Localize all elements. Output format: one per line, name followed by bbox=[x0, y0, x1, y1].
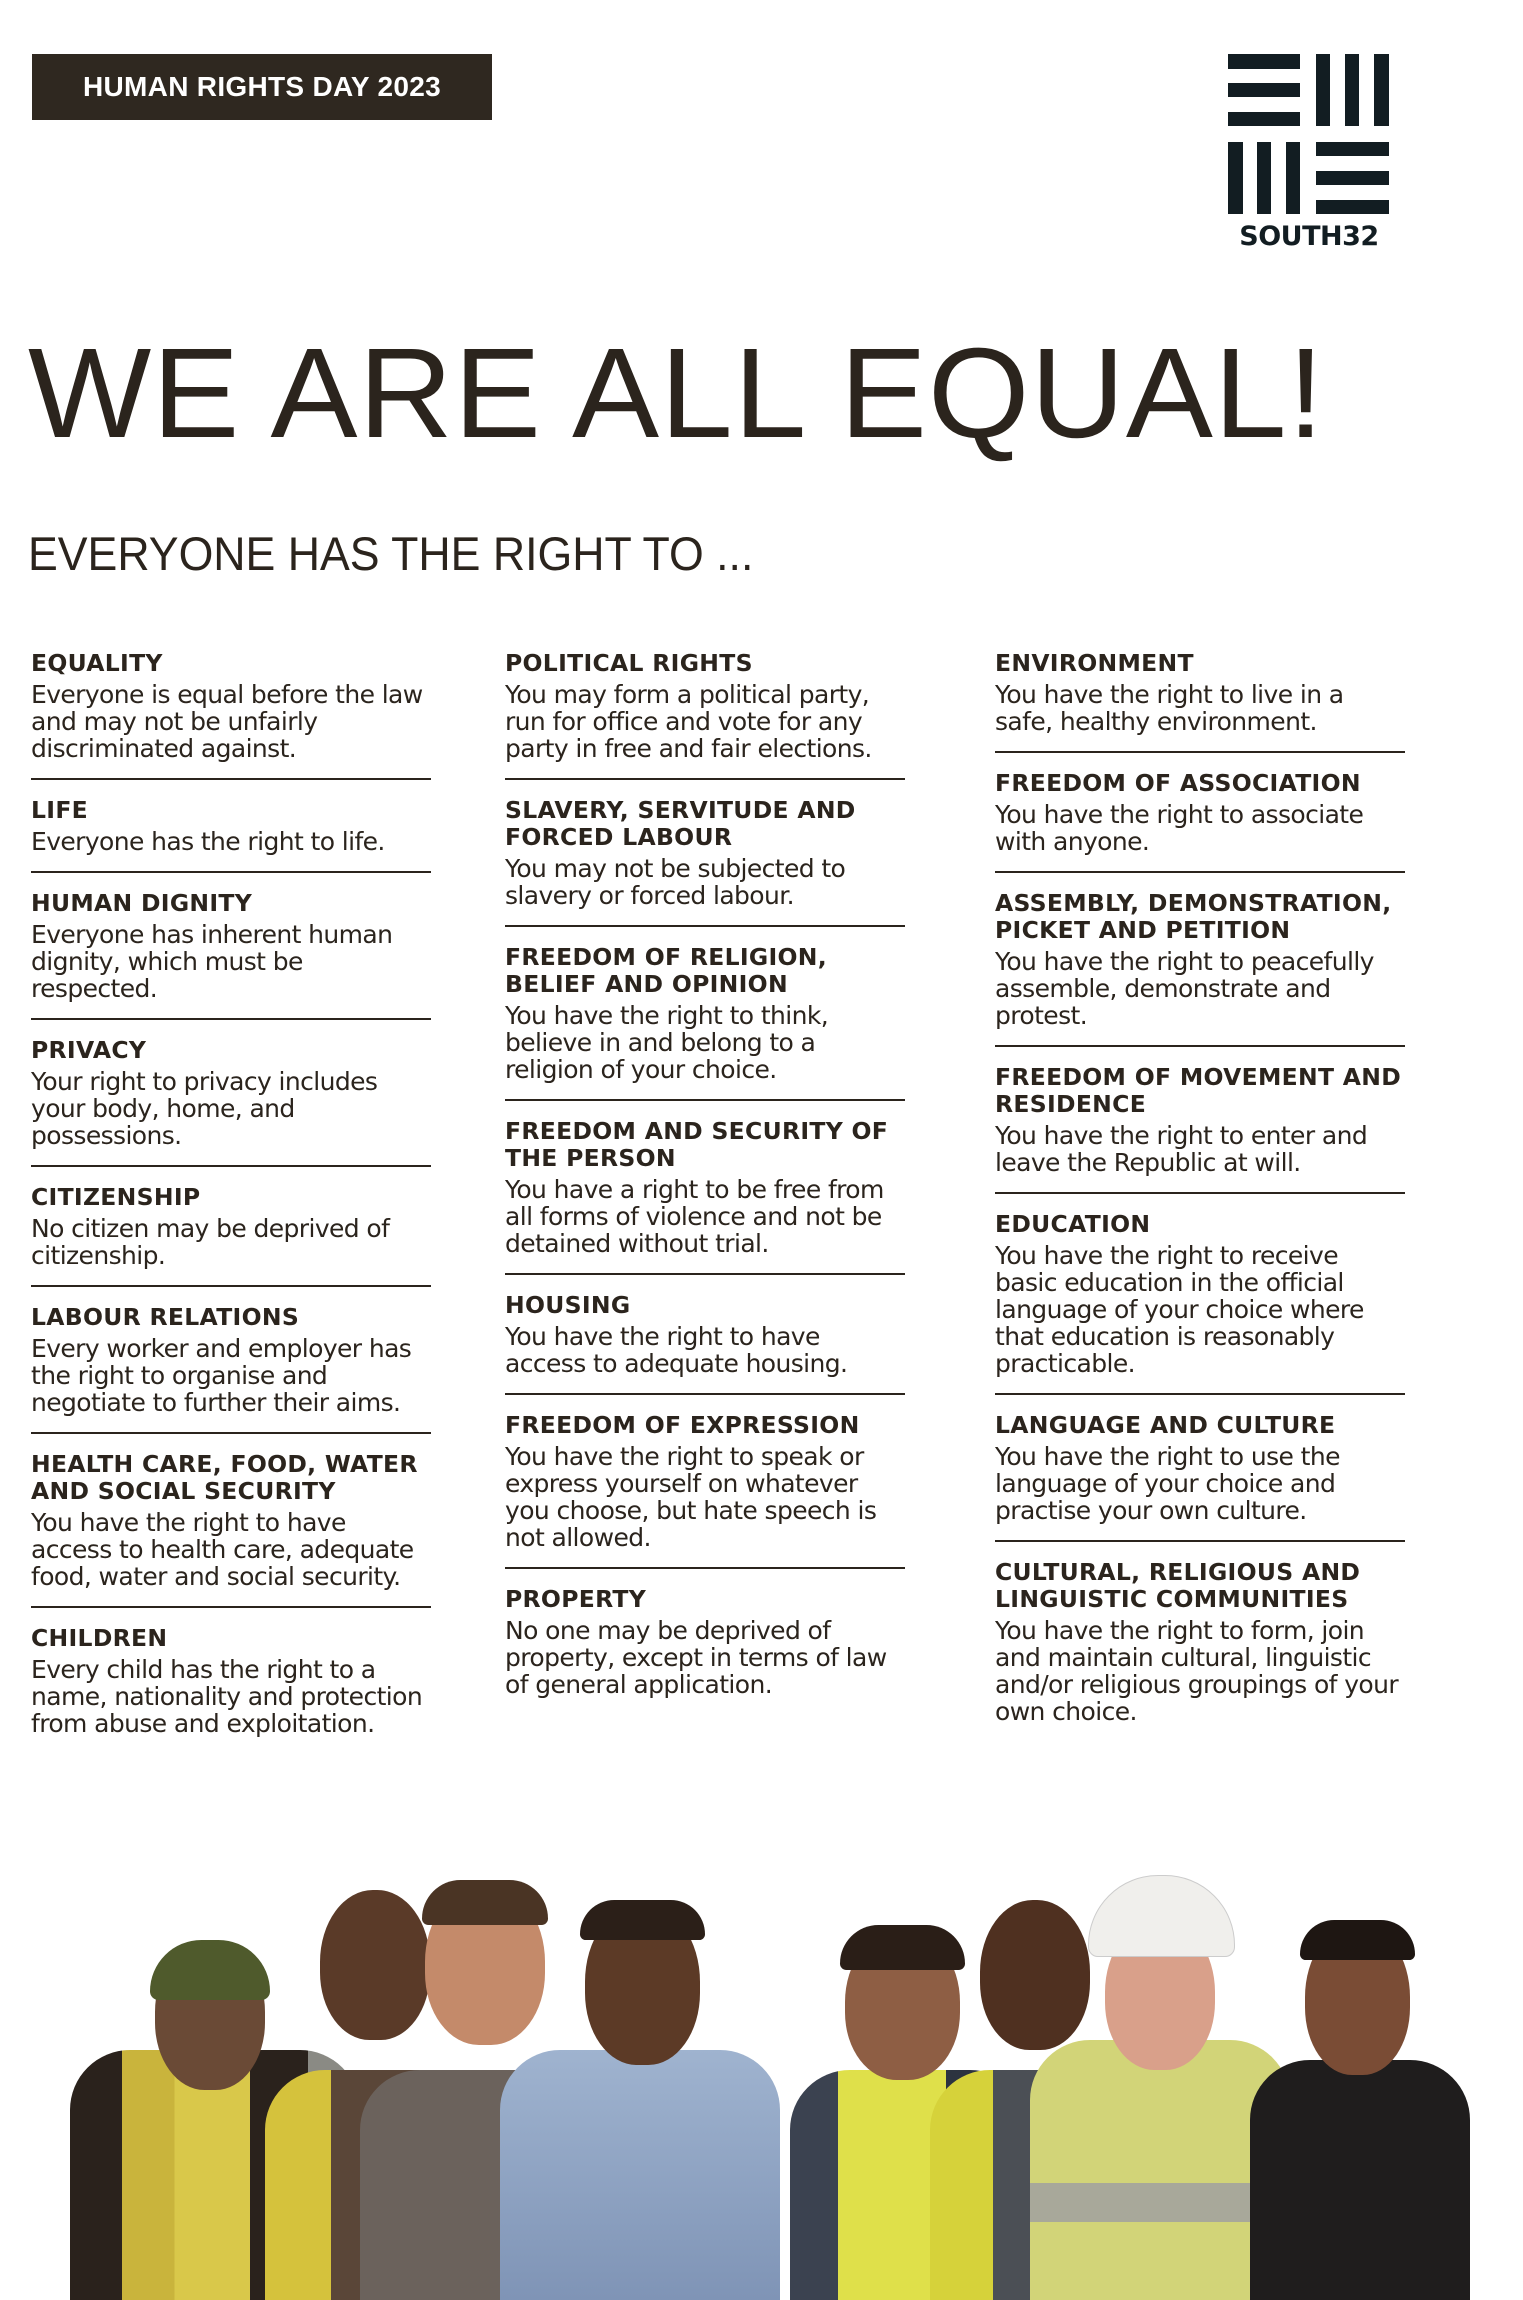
right-body: You may not be subjected to slavery or forced labour. bbox=[505, 854, 846, 910]
right-body: Every child has the right to a name, nationality and protection from abuse and exploitation. bbox=[31, 1655, 423, 1738]
right-body: You have the right to form, join and maintain cultural, linguistic and/or religious groupings of your own choice. bbox=[995, 1616, 1399, 1726]
right-body: You have the right to think, believe in and belong to a religion of your choice. bbox=[505, 1001, 829, 1084]
right-body: You have the right to enter and leave the Republic at will. bbox=[995, 1121, 1368, 1177]
right-body: You have the right to use the language of your choice and practise your own culture. bbox=[995, 1442, 1340, 1525]
south32-logo-icon bbox=[1228, 54, 1390, 215]
rights-column-1 bbox=[31, 650, 431, 1770]
right-heading: EQUALITY bbox=[31, 649, 163, 677]
right-item-health-care bbox=[31, 1451, 431, 1608]
right-item-political-rights bbox=[505, 650, 905, 780]
right-item-environment bbox=[995, 650, 1405, 753]
right-heading: EDUCATION bbox=[995, 1210, 1151, 1238]
right-heading: HUMAN DIGNITY bbox=[31, 889, 253, 917]
right-item-equality bbox=[31, 650, 431, 780]
right-body: Everyone has inherent human dignity, which must be respected. bbox=[31, 920, 393, 1003]
right-item-assembly bbox=[995, 890, 1405, 1047]
right-item-slavery bbox=[505, 797, 905, 927]
right-heading: CULTURAL, RELIGIOUS AND LINGUISTIC COMMUNITIES bbox=[995, 1558, 1361, 1613]
employee-group-photo bbox=[70, 1880, 1470, 2300]
right-heading: CHILDREN bbox=[31, 1624, 168, 1652]
right-item-housing bbox=[505, 1292, 905, 1395]
right-heading: PROPERTY bbox=[505, 1585, 647, 1613]
right-body: You have the right to live in a safe, healthy environment. bbox=[995, 680, 1344, 736]
page-subtitle: EVERYONE HAS THE RIGHT TO ... bbox=[28, 527, 754, 580]
right-body: Everyone is equal before the law and may not be unfairly discriminated against. bbox=[31, 680, 423, 763]
right-body: You have the right to peacefully assemble, demonstrate and protest. bbox=[995, 947, 1374, 1030]
right-heading: HOUSING bbox=[505, 1291, 631, 1319]
right-heading: SLAVERY, SERVITUDE AND FORCED LABOUR bbox=[505, 796, 856, 851]
right-item-cultural-communities bbox=[995, 1559, 1405, 1741]
right-item-freedom-of-expression bbox=[505, 1412, 905, 1569]
right-item-privacy bbox=[31, 1037, 431, 1167]
right-heading: HEALTH CARE, FOOD, WATER AND SOCIAL SECURITY bbox=[31, 1450, 418, 1505]
right-heading: FREEDOM AND SECURITY OF THE PERSON bbox=[505, 1117, 889, 1172]
rights-column-3 bbox=[995, 650, 1405, 1758]
person-4 bbox=[500, 1880, 780, 2300]
right-heading: LANGUAGE AND CULTURE bbox=[995, 1411, 1336, 1439]
right-heading: FREEDOM OF EXPRESSION bbox=[505, 1411, 860, 1439]
right-heading: POLITICAL RIGHTS bbox=[505, 649, 753, 677]
right-item-citizenship bbox=[31, 1184, 431, 1287]
right-heading: FREEDOM OF RELIGION, BELIEF AND OPINION bbox=[505, 943, 827, 998]
logo-wordmark: SOUTH32 bbox=[1239, 221, 1379, 252]
right-heading: ASSEMBLY, DEMONSTRATION, PICKET AND PETITION bbox=[995, 889, 1392, 944]
right-body: Every worker and employer has the right to organise and negotiate to further their aims. bbox=[31, 1334, 412, 1417]
right-item-freedom-of-religion bbox=[505, 944, 905, 1101]
right-heading: FREEDOM OF ASSOCIATION bbox=[995, 769, 1361, 797]
right-body: You have the right to have access to adequate housing. bbox=[505, 1322, 848, 1378]
event-badge: HUMAN RIGHTS DAY 2023 bbox=[32, 54, 492, 120]
right-body: You have the right to speak or express yourself on whatever you choose, but hate speech is not allowed. bbox=[505, 1442, 877, 1552]
right-item-children bbox=[31, 1625, 431, 1753]
right-item-freedom-of-movement bbox=[995, 1064, 1405, 1194]
person-8 bbox=[1250, 1900, 1470, 2300]
right-body: You have the right to have access to health care, adequate food, water and social security. bbox=[31, 1508, 414, 1591]
right-item-property bbox=[505, 1586, 905, 1714]
right-heading: FREEDOM OF MOVEMENT AND RESIDENCE bbox=[995, 1063, 1402, 1118]
right-item-freedom-of-association bbox=[995, 770, 1405, 873]
right-body: You have a right to be free from all forms of violence and not be detained without trial. bbox=[505, 1175, 884, 1258]
right-heading: ENVIRONMENT bbox=[995, 649, 1194, 677]
right-heading: LIFE bbox=[31, 796, 89, 824]
rights-column-2 bbox=[505, 650, 905, 1731]
right-item-human-dignity bbox=[31, 890, 431, 1020]
right-item-education bbox=[995, 1211, 1405, 1395]
page-title: WE ARE ALL EQUAL! bbox=[28, 322, 1325, 465]
right-heading: CITIZENSHIP bbox=[31, 1183, 201, 1211]
right-item-labour-relations bbox=[31, 1304, 431, 1434]
right-body: You have the right to associate with anyone. bbox=[995, 800, 1364, 856]
right-body: No one may be deprived of property, except in terms of law of general application. bbox=[505, 1616, 887, 1699]
right-body: You have the right to receive basic education in the official language of your choice where that education is reasonably practicable. bbox=[995, 1241, 1364, 1378]
right-item-language-culture bbox=[995, 1412, 1405, 1542]
right-heading: LABOUR RELATIONS bbox=[31, 1303, 300, 1331]
right-heading: PRIVACY bbox=[31, 1036, 147, 1064]
right-body: You may form a political party, run for office and vote for any party in free and fair elections. bbox=[505, 680, 872, 763]
right-item-life bbox=[31, 797, 431, 873]
right-body: Your right to privacy includes your body, home, and possessions. bbox=[31, 1067, 378, 1150]
right-body: Everyone has the right to life. bbox=[31, 827, 385, 856]
right-body: No citizen may be deprived of citizenship. bbox=[31, 1214, 390, 1270]
right-item-freedom-security bbox=[505, 1118, 905, 1275]
south32-logo bbox=[1228, 54, 1390, 252]
